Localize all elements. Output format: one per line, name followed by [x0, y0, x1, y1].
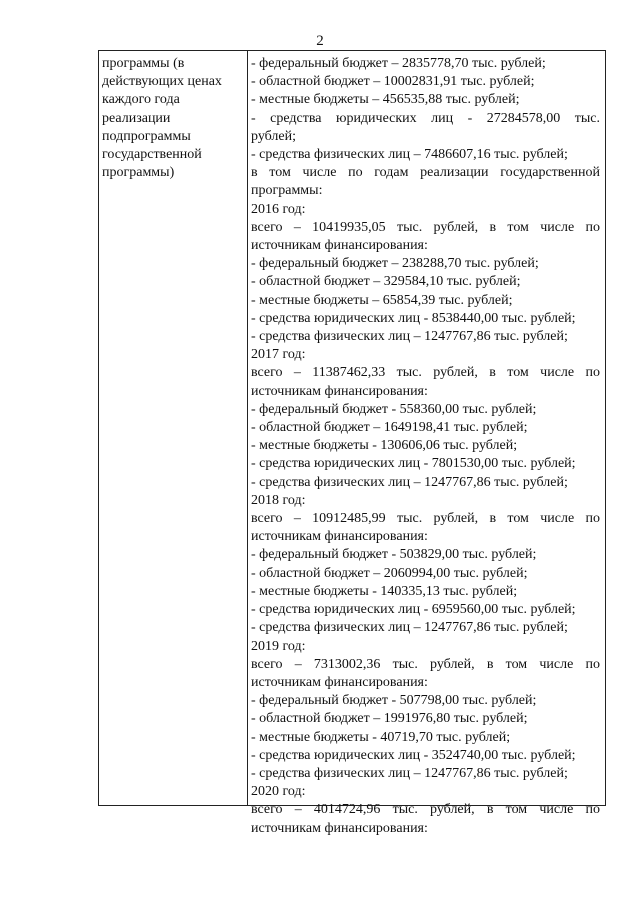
funding-line: программы:: [251, 183, 323, 199]
label-line: программы): [102, 165, 175, 181]
funding-line: - средства физических лиц – 1247767,86 тыс. рублей;: [251, 474, 568, 490]
funding-line: - средства юридических лиц - 3524740,00 тыс. рублей;: [251, 747, 576, 763]
funding-line: - федеральный бюджет – 2835778,70 тыс. рублей;: [251, 56, 546, 71]
funding-line: - областной бюджет – 1649198,41 тыс. рублей;: [251, 420, 528, 436]
funding-line: - местные бюджеты – 65854,39 тыс. рублей;: [251, 292, 513, 308]
funding-line: - федеральный бюджет - 558360,00 тыс. рублей;: [251, 401, 537, 417]
funding-line: - средства физических лиц – 1247767,86 тыс. рублей;: [251, 620, 568, 636]
funding-line: - средства юридических лиц - 8538440,00 тыс. рублей;: [251, 310, 576, 326]
table-label-cell: [102, 55, 244, 182]
funding-line: - федеральный бюджет - 503829,00 тыс. рублей;: [251, 547, 537, 563]
funding-line: - местные бюджеты – 456535,88 тыс. рублей;: [251, 92, 520, 108]
funding-line: источникам финансирования:: [251, 383, 428, 399]
label-line: государственной: [102, 147, 202, 163]
label-line: реализации: [102, 110, 171, 126]
table-content-cell: [251, 55, 600, 838]
funding-line: всего – 11387462,33 тыс. рублей, в том числе по: [251, 365, 600, 381]
funding-line: источникам финансирования:: [251, 674, 428, 690]
funding-line: - местные бюджеты - 40719,70 тыс. рублей;: [251, 729, 511, 745]
column-divider: [247, 51, 248, 805]
funding-line: всего – 10912485,99 тыс. рублей, в том числе по: [251, 511, 600, 527]
funding-line: - средства физических лиц – 1247767,86 тыс. рублей;: [251, 765, 568, 781]
funding-line: - областной бюджет – 10002831,91 тыс. рублей;: [251, 74, 535, 90]
page-number: 2: [316, 33, 324, 49]
funding-line: источникам финансирования:: [251, 529, 428, 545]
funding-line: 2018 год:: [251, 492, 306, 508]
funding-line: 2020 год:: [251, 784, 306, 800]
funding-line: - средства юридических лиц - 6959560,00 тыс. рублей;: [251, 602, 576, 618]
funding-line: - местные бюджеты - 130606,06 тыс. рублей;: [251, 438, 518, 454]
funding-line: - федеральный бюджет - 507798,00 тыс. рублей;: [251, 693, 537, 709]
label-line: подпрограммы: [102, 128, 191, 144]
funding-line: источникам финансирования:: [251, 820, 428, 836]
funding-line: - областной бюджет – 2060994,00 тыс. рублей;: [251, 565, 528, 581]
funding-line: всего – 7313002,36 тыс. рублей, в том числе по: [251, 656, 600, 672]
funding-line: 2019 год:: [251, 638, 306, 654]
funding-line: всего – 10419935,05 тыс. рублей, в том числе по: [251, 219, 600, 235]
funding-line: - областной бюджет – 329584,10 тыс. рублей;: [251, 274, 521, 290]
funding-table: [98, 50, 606, 836]
label-line: действующих ценах: [102, 74, 222, 90]
funding-line: - федеральный бюджет – 238288,70 тыс. рублей;: [251, 256, 539, 272]
label-line: каждого года: [102, 92, 180, 108]
funding-line: - областной бюджет – 1991976,80 тыс. рублей;: [251, 711, 528, 727]
funding-line: - средства физических лиц – 1247767,86 тыс. рублей;: [251, 329, 568, 345]
funding-line: - местные бюджеты - 140335,13 тыс. рублей;: [251, 583, 518, 599]
funding-line: всего – 4014724,96 тыс. рублей, в том числе по: [251, 802, 600, 818]
funding-line: 2017 год:: [251, 347, 306, 363]
funding-line: 2016 год:: [251, 201, 306, 217]
funding-line: в том числе по годам реализации государственной: [251, 165, 600, 181]
label-line: программы (в: [102, 56, 185, 71]
funding-line: рублей;: [251, 128, 296, 144]
funding-line: - средства юридических лиц - 7801530,00 тыс. рублей;: [251, 456, 576, 472]
funding-line: источникам финансирования:: [251, 238, 428, 254]
funding-line: - средства юридических лиц - 27284578,00 тыс.: [251, 110, 600, 126]
funding-line: - средства физических лиц – 7486607,16 тыс. рублей;: [251, 147, 568, 163]
